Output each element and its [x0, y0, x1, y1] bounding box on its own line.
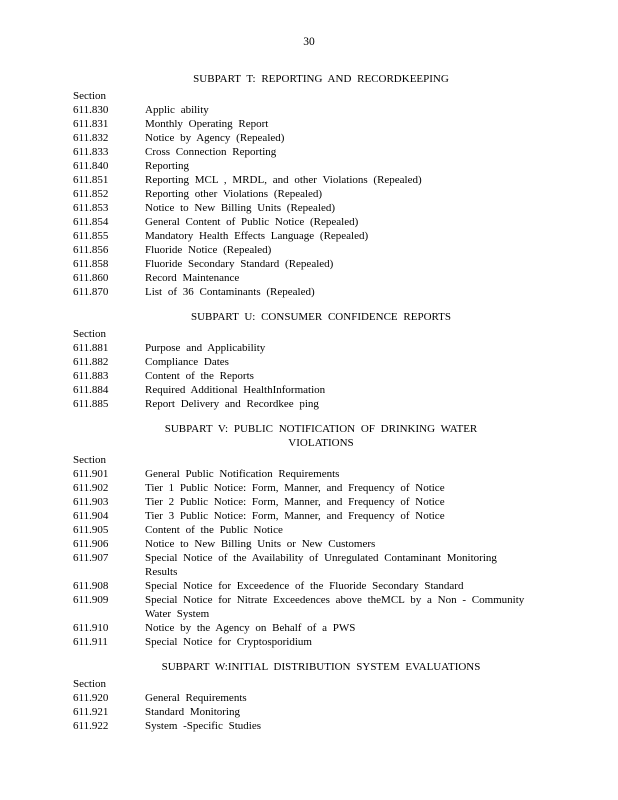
- section-number: 611.883: [73, 370, 109, 382]
- section-title: [145, 159, 543, 173]
- section-title-line: Reporting: [145, 160, 189, 172]
- toc-row: [73, 719, 543, 733]
- section-title-line: Water System: [145, 608, 210, 620]
- section-title-line: Tier 2 Public Notice: Form, Manner, and Frequency of Notice: [145, 496, 445, 508]
- section-number: 611.901: [73, 468, 109, 480]
- section-label: Section: [73, 90, 106, 102]
- section-label: Section: [73, 328, 106, 340]
- toc-row: [73, 159, 543, 173]
- section-number: 611.854: [73, 216, 109, 228]
- toc-row: [73, 215, 543, 229]
- section-title: [145, 369, 543, 383]
- section-title: [145, 229, 543, 243]
- toc-row: [73, 243, 543, 257]
- section-title: [145, 103, 543, 117]
- section-title-line: Special Notice for Exceedence of the Fluoride Secondary Standard: [145, 580, 464, 592]
- toc-row: [73, 537, 543, 551]
- section-number: 611.921: [73, 706, 109, 718]
- section-title-line: Notice to New Billing Units or New Customers: [145, 538, 376, 550]
- section-number: 611.856: [73, 244, 109, 256]
- section-title: [145, 117, 543, 131]
- section-number: 611.870: [73, 286, 109, 298]
- section-title-line: Standard Monitoring: [145, 706, 240, 718]
- subpart-group: [73, 660, 543, 733]
- section-title-line: Fluoride Notice (Repealed): [145, 244, 272, 256]
- section-title-line: Compliance Dates: [145, 356, 229, 368]
- toc-row: [73, 481, 543, 495]
- section-number: 611.832: [73, 132, 109, 144]
- toc-row: [73, 201, 543, 215]
- section-title: [145, 481, 543, 495]
- section-title: [145, 705, 543, 719]
- section-title-line: Tier 1 Public Notice: Form, Manner, and Frequency of Notice: [145, 482, 445, 494]
- section-title: [145, 173, 543, 187]
- section-title: [145, 131, 543, 145]
- toc-row: [73, 691, 543, 705]
- section-title-line: Reporting other Violations (Repealed): [145, 188, 323, 200]
- section-title: [145, 215, 543, 229]
- section-number: 611.922: [73, 720, 109, 732]
- section-number: 611.910: [73, 622, 109, 634]
- section-number: 611.904: [73, 510, 109, 522]
- section-number: 611.840: [73, 160, 109, 172]
- section-title: [145, 257, 543, 271]
- subpart-heading-line: SUBPART U: CONSUMER CONFIDENCE REPORTS: [190, 311, 452, 323]
- subpart-group: [73, 422, 543, 649]
- toc-row: [73, 509, 543, 523]
- toc-row: [73, 467, 543, 481]
- section-title-line: Special Notice for Cryptosporidium: [145, 636, 312, 648]
- toc-row: [73, 369, 543, 383]
- section-title-line: Monthly Operating Report: [145, 118, 269, 130]
- section-number: 611.860: [73, 272, 109, 284]
- section-title: [145, 341, 543, 355]
- section-title: [145, 271, 543, 285]
- section-title-line: Content of the Public Notice: [145, 524, 283, 536]
- section-title: [145, 523, 543, 537]
- section-number: 611.907: [73, 552, 109, 564]
- section-number: 611.909: [73, 594, 109, 606]
- section-title-line: Notice by Agency (Repealed): [145, 132, 285, 144]
- toc-row: [73, 145, 543, 159]
- subpart-heading: [99, 310, 543, 324]
- subpart-heading: [99, 422, 543, 450]
- toc-row: [73, 229, 543, 243]
- section-title-line: Report Delivery and Recordkee ping: [145, 398, 319, 410]
- section-title-line: General Content of Public Notice (Repealed): [145, 216, 359, 228]
- section-title: [145, 285, 543, 299]
- section-number: 611.911: [73, 636, 108, 648]
- section-title: [145, 691, 543, 705]
- toc-row: [73, 355, 543, 369]
- subpart-group: [73, 72, 543, 299]
- toc-row: [73, 285, 543, 299]
- section-number: 611.902: [73, 482, 109, 494]
- section-title-line: List of 36 Contaminants (Repealed): [145, 286, 315, 298]
- toc-row: [73, 383, 543, 397]
- section-number: 611.881: [73, 342, 109, 354]
- section-number: 611.920: [73, 692, 109, 704]
- toc-row: [73, 579, 543, 593]
- section-title: [145, 635, 543, 649]
- section-title-line: Mandatory Health Effects Language (Repealed): [145, 230, 369, 242]
- toc-row: [73, 495, 543, 509]
- subpart-heading: [99, 660, 543, 674]
- toc-row: [73, 257, 543, 271]
- section-number: 611.908: [73, 580, 109, 592]
- toc-row: [73, 397, 543, 411]
- table-of-contents: [73, 72, 543, 744]
- section-title: [145, 145, 543, 159]
- toc-row: [73, 271, 543, 285]
- section-title-line: Special Notice of the Availability of Unregulated Contaminant Monitoring: [145, 552, 497, 564]
- section-number: 611.905: [73, 524, 109, 536]
- section-title-line: System -Specific Studies: [145, 720, 261, 732]
- toc-row: [73, 621, 543, 635]
- toc-row: [73, 117, 543, 131]
- toc-row: [73, 173, 543, 187]
- section-title: [145, 397, 543, 411]
- section-label: Section: [73, 454, 106, 466]
- section-title: [145, 201, 543, 215]
- subpart-heading-line: VIOLATIONS: [288, 437, 354, 449]
- page-number: 30: [303, 36, 315, 48]
- section-title: [145, 579, 543, 593]
- section-title-line: Cross Connection Reporting: [145, 146, 277, 158]
- section-label: Section: [73, 678, 106, 690]
- section-title-line: Record Maintenance: [145, 272, 240, 284]
- section-title-line: Tier 3 Public Notice: Form, Manner, and Frequency of Notice: [145, 510, 445, 522]
- section-number: 611.903: [73, 496, 109, 508]
- toc-row: [73, 593, 543, 621]
- section-title-line: General Public Notification Requirements: [145, 468, 340, 480]
- section-number: 611.831: [73, 118, 109, 130]
- section-title: [145, 551, 543, 579]
- section-title-line: Applic ability: [145, 104, 209, 116]
- section-title-line: Special Notice for Nitrate Exceedences above theMCL by a Non - Community: [145, 594, 525, 606]
- section-title-line: Purpose and Applicability: [145, 342, 266, 354]
- toc-row: [73, 341, 543, 355]
- subpart-heading-line: SUBPART V: PUBLIC NOTIFICATION OF DRINKING WATER: [164, 423, 478, 435]
- toc-row: [73, 103, 543, 117]
- section-number: 611.853: [73, 202, 109, 214]
- subpart-heading-line: SUBPART W:INITIAL DISTRIBUTION SYSTEM EVALUATIONS: [161, 661, 481, 673]
- section-number: 611.852: [73, 188, 109, 200]
- section-title-line: Fluoride Secondary Standard (Repealed): [145, 258, 334, 270]
- section-title-line: Content of the Reports: [145, 370, 254, 382]
- toc-row: [73, 551, 543, 579]
- toc-row: [73, 635, 543, 649]
- section-title: [145, 537, 543, 551]
- section-title-line: Reporting MCL , MRDL, and other Violations (Repealed): [145, 174, 422, 186]
- section-title: [145, 355, 543, 369]
- section-title: [145, 243, 543, 257]
- section-title-line: Notice to New Billing Units (Repealed): [145, 202, 336, 214]
- section-title: [145, 467, 543, 481]
- section-title-line: General Requirements: [145, 692, 247, 704]
- section-title-line: Notice by the Agency on Behalf of a PWS: [145, 622, 356, 634]
- section-title: [145, 719, 543, 733]
- section-number: 611.906: [73, 538, 109, 550]
- section-title-line: Results: [145, 566, 178, 578]
- section-number: 611.882: [73, 356, 109, 368]
- section-number: 611.855: [73, 230, 109, 242]
- section-title: [145, 621, 543, 635]
- section-title: [145, 509, 543, 523]
- section-number: 611.833: [73, 146, 109, 158]
- section-number: 611.858: [73, 258, 109, 270]
- section-number: 611.885: [73, 398, 109, 410]
- subpart-group: [73, 310, 543, 411]
- toc-row: [73, 705, 543, 719]
- section-number: 611.851: [73, 174, 109, 186]
- section-title: [145, 383, 543, 397]
- toc-row: [73, 131, 543, 145]
- subpart-heading: [99, 72, 543, 86]
- toc-row: [73, 523, 543, 537]
- section-number: 611.884: [73, 384, 109, 396]
- toc-row: [73, 187, 543, 201]
- section-title: [145, 593, 543, 621]
- section-title: [145, 495, 543, 509]
- section-title: [145, 187, 543, 201]
- section-number: 611.830: [73, 104, 109, 116]
- section-title-line: Required Additional HealthInformation: [145, 384, 326, 396]
- subpart-heading-line: SUBPART T: REPORTING AND RECORDKEEPING: [193, 73, 449, 85]
